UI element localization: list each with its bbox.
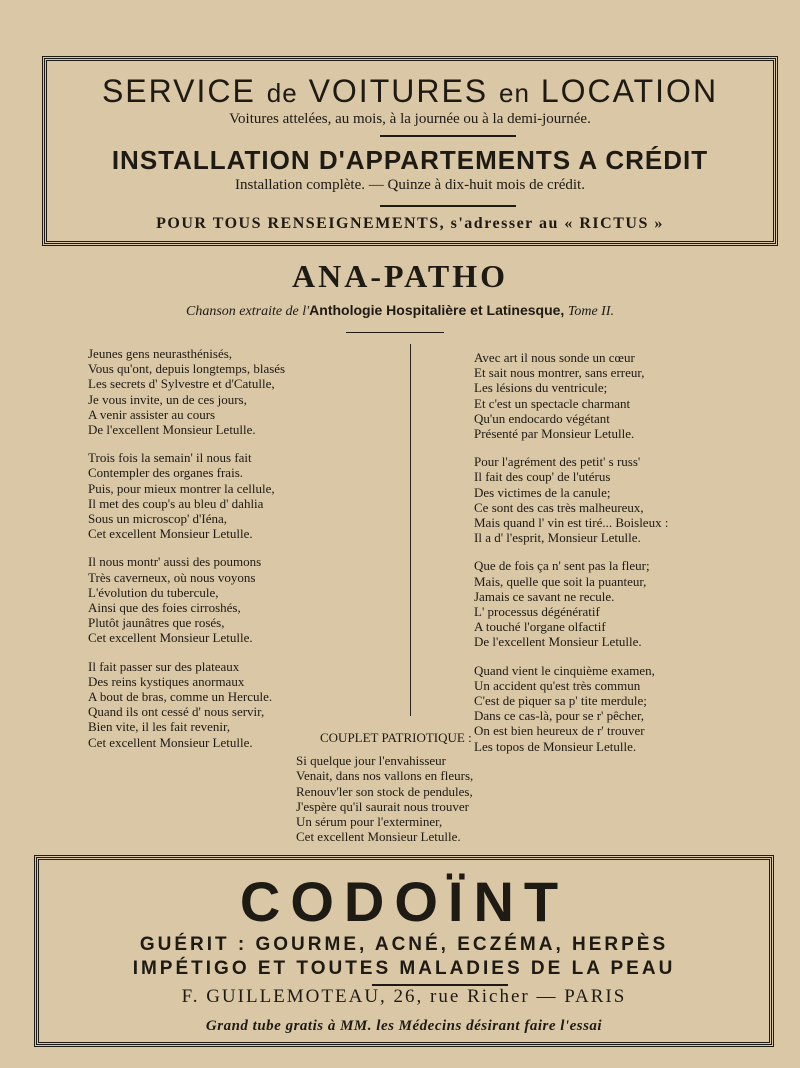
subtitle-tome: Tome II. (567, 304, 614, 319)
ad-headline-word: VOITURES (308, 73, 489, 109)
verse-line: De l'excellent Monsieur Letulle. (88, 422, 256, 438)
stanza (474, 350, 734, 441)
verse-line: A venir assister au cours (88, 406, 216, 422)
brand-name: CODOÏNT (239, 870, 569, 933)
verse-line: A touché l'organe olfactif (474, 619, 606, 635)
ad-address: F. GUILLEMOTEAU, 26, rue Richer — PARIS (181, 986, 627, 1007)
column-divider (410, 344, 411, 716)
verse-line: Il a d' l'esprit, Monsieur Letulle. (474, 530, 641, 546)
verse-line: On est bien heureux de r' trouver (474, 723, 645, 739)
subtitle-anthology: Anthologie Hospitalière et Latinesque, (309, 302, 565, 318)
song-subtitle (0, 302, 800, 320)
verse-line: Les topos de Monsieur Letulle. (474, 738, 637, 754)
ad-subline-car-rental: Voitures attelées, au mois, à la journée ou à la demi-journée. (229, 111, 591, 127)
verse-line: Cet excellent Monsieur Letulle. (88, 734, 253, 750)
verse-line: Un accident qu'est très commun (474, 677, 641, 693)
verse-line: Mais quand l' vin est tiré... Boisleux : (474, 515, 669, 531)
couplet-heading: COUPLET PATRIOTIQUE : (320, 730, 472, 745)
verse-line: L' processus dégénératif (474, 604, 600, 620)
verse-line: Je vous invite, un de ces jours, (88, 391, 247, 407)
verse-line: De l'excellent Monsieur Letulle. (474, 634, 642, 650)
verse-line: Pour l'agrément des petit' s russ' (474, 454, 641, 470)
rental-advertisement (44, 58, 776, 244)
verse-line: Que de fois ça n' sent pas la fleur; (474, 558, 650, 574)
stanza (88, 450, 398, 541)
verse-line: Puis, pour mieux montrer la cellule, (88, 480, 275, 496)
title-divider (346, 332, 444, 333)
verse-line: C'est de piquer sa p' tite merdule; (474, 693, 647, 709)
verse-line: Et c'est un spectacle charmant (474, 395, 631, 411)
verse-line: Très caverneux, où nous voyons (88, 569, 256, 585)
verse-line: Les secrets d' Sylvestre et d'Catulle, (88, 376, 275, 392)
stanza (474, 454, 734, 545)
patriotic-couplet (296, 730, 556, 844)
verse-line: Jeunes gens neurasthénisés, (88, 346, 233, 361)
verse-line: Jamais ce savant ne recule. (474, 588, 615, 604)
verse-line: Si quelque jour l'envahisseur (296, 753, 447, 769)
verse-line: Sous un microscop' d'Iéna, (88, 511, 227, 527)
verse-line: Il nous montr' aussi des poumons (88, 554, 262, 570)
verse-line: Mais, quelle que soit la puanteur, (474, 573, 647, 589)
verse-line: Plutôt jaunâtres que rosés, (88, 615, 225, 631)
verse-line: L'évolution du tubercule, (88, 584, 219, 600)
verse-line: Il fait des coup' de l'utérus (474, 469, 611, 485)
verse-line: A bout de bras, comme un Hercule. (88, 689, 273, 705)
verse-line: Venait, dans nos vallons en fleurs, (296, 768, 474, 784)
verse-line: Ce sont des cas très malheureux, (474, 499, 644, 515)
verse-line: Vous qu'ont, depuis longtemps, blasés (88, 361, 286, 377)
verse-line: Contempler des organes frais. (88, 465, 243, 481)
verse-line: Présenté par Monsieur Letulle. (474, 426, 635, 442)
verse-line: Des reins kystiques anormaux (88, 673, 245, 689)
verse-line: Cet excellent Monsieur Letulle. (296, 829, 461, 845)
verse-line: Quand ils ont cessé d' nous servir, (88, 704, 265, 720)
verse-line: Et sait nous montrer, sans erreur, (474, 365, 645, 381)
ad-benefit-line: IMPÉTIGO ET TOUTES MALADIES DE LA PEAU (132, 958, 676, 979)
ad-offer: Grand tube gratis à MM. les Médecins désirant faire l'essai (205, 1018, 603, 1034)
verse-line: J'espère qu'il saurait nous trouver (296, 798, 469, 814)
ad-headline-word: de (266, 78, 298, 108)
ad-divider (380, 135, 516, 137)
right-column-verses (474, 350, 734, 767)
verse-line: Renouv'ler son stock de pendules, (296, 783, 473, 799)
verse-line: Dans ce cas-là, pour se r' pêcher, (474, 708, 645, 724)
stanza (88, 346, 398, 437)
ad-headline-word: SERVICE (101, 73, 256, 109)
ad-benefit-line: GUÉRIT : GOURME, ACNÉ, ECZÉMA, HERPÈS (139, 934, 669, 955)
song-title: ANA-PATHO (291, 258, 508, 294)
verse-line: Il met des coup's au bleu d' dahlia (88, 495, 264, 511)
verse-line: Avec art il nous sonde un cœur (474, 350, 635, 365)
verse-line: Des victimes de la canule; (474, 484, 611, 500)
left-column-verses (88, 346, 398, 763)
ad-divider (380, 205, 516, 207)
verse-line: Quand vient le cinquième examen, (474, 662, 655, 678)
ad-contact-line: POUR TOUS RENSEIGNEMENTS, s'adresser au « RICTUS » (156, 215, 664, 232)
codoint-advertisement (36, 857, 772, 1045)
ad-headline-car-rental (47, 73, 773, 110)
verse-line: Trois fois la semain' il nous fait (88, 450, 252, 466)
verse-line: Cet excellent Monsieur Letulle. (88, 630, 253, 646)
ad-subline-apartments: Installation complète. — Quinze à dix-huit mois de crédit. (235, 177, 585, 193)
ad-headline-word: LOCATION (540, 73, 719, 109)
verse-line: Les lésions du ventricule; (474, 380, 608, 396)
stanza (88, 554, 398, 645)
verse-line: Ainsi que des foies cirroshés, (88, 600, 241, 616)
ad-headline-word: en (499, 78, 530, 108)
verse-line: Qu'un endocardo végétant (474, 410, 610, 426)
verse-line: Cet excellent Monsieur Letulle. (88, 526, 253, 542)
verse-line: Il fait passer sur des plateaux (88, 658, 240, 674)
ad-headline-apartments: INSTALLATION D'APPARTEMENTS A CRÉDIT (111, 145, 709, 175)
stanza (474, 558, 734, 649)
verse-line: Un sérum pour l'exterminer, (296, 814, 443, 830)
verse-line: Bien vite, il les fait revenir, (88, 719, 231, 735)
subtitle-prefix: Chanson extraite de l' (186, 304, 310, 319)
